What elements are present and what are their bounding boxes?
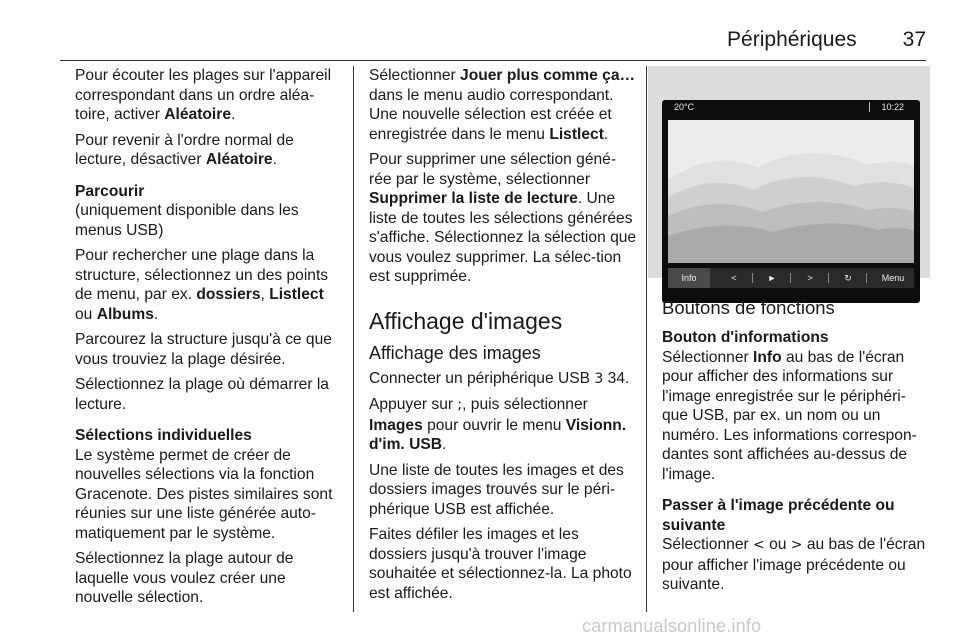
paragraph: Connecter un périphérique USB 3 34. <box>369 369 630 387</box>
previous-button[interactable]: < <box>731 273 737 283</box>
paragraph: Faites défiler les images et les dossiers jusqu'à trouver l'image souhaitée et sélectionnez-la. La photo est affichée. <box>369 526 632 602</box>
rotate-icon[interactable]: ↻ <box>844 273 852 283</box>
column-middle <box>369 66 637 609</box>
paragraph: Une liste de toutes les images et des dossiers images trouvés sur le péri-phérique USB est affichée. <box>369 461 624 518</box>
paragraph: Le système permet de créer de nouvelles sélections via la fonction Gracenote. Des pistes similaires sont réunies sur une liste générée auto-matiquement par le système. <box>75 446 333 542</box>
mountain-landscape-image <box>668 120 914 263</box>
paragraph: (uniquement disponible dans les menus USB) <box>75 202 299 239</box>
temperature-readout: 20°C <box>674 102 695 112</box>
section-heading: Sélections individuelles <box>75 427 252 444</box>
section-title: Affichage d'images <box>369 307 563 334</box>
menu-button[interactable]: Menu <box>881 273 905 283</box>
previous-icon: < <box>753 537 765 553</box>
paragraph: Pour rechercher une plage dans la structure, sélectionnez un des points de menu, par ex. dossiers, Listlect ou Albums. <box>75 247 329 323</box>
display-screen <box>662 100 920 303</box>
page-reference-icon: 3 <box>594 370 604 387</box>
clock-readout: 10:22 <box>881 102 904 112</box>
watermark: carmanualsonline.info <box>582 616 762 636</box>
play-button[interactable]: ► <box>767 273 777 283</box>
paragraph: Sélectionner Info au bas de l'écran pour afficher des informations sur l'image enregistrée sur le périphéri-que USB, par ex. un nom ou un numéro. Les informations correspon-dantes sont affichées au-dessus de l'image. <box>662 348 917 483</box>
header-rule <box>60 60 926 61</box>
paragraph: Pour supprimer une sélection géné-rée par le système, sélectionner Supprimer la liste de lecture. Une liste de toutes les sélections générées s'affiche. Sélectionnez la sélection que vous voulez supprimer. La sélec-tion est supprimée. <box>369 151 637 285</box>
status-divider <box>869 102 870 112</box>
section-heading: Bouton d'informations <box>662 329 829 346</box>
column-left <box>75 66 345 614</box>
home-icon: ; <box>457 397 463 413</box>
next-icon: > <box>790 537 803 553</box>
paragraph: Sélectionner Jouer plus comme ça… dans le menu audio correspondant. Une nouvelle sélection est créée et enregistrée dans le menu Listlect. <box>369 67 636 143</box>
picture-viewer <box>668 120 914 263</box>
section-heading: Passer à l'image précédente ou suivante <box>662 497 895 534</box>
column-divider <box>646 66 647 612</box>
paragraph: Pour revenir à l'ordre normal de lecture, désactiver Aléatoire. <box>75 131 294 168</box>
paragraph: Sélectionnez la plage autour de laquelle vous voulez créer une nouvelle sélection. <box>75 550 294 606</box>
paragraph: Pour écouter les plages sur l'appareil correspondant dans un ordre aléa-toire, activer Aléatoire. <box>75 67 332 123</box>
page-header <box>60 28 926 56</box>
page-title: Périphériques <box>727 28 857 51</box>
column-divider <box>353 66 354 612</box>
section-heading: Parcourir <box>75 182 145 200</box>
status-bar <box>662 100 920 114</box>
paragraph: Appuyer sur ;, puis sélectionner Images pour ouvrir le menu Visionn. d'im. USB. <box>369 396 627 453</box>
page-number: 37 <box>902 28 926 51</box>
screen-illustration <box>648 66 930 283</box>
paragraph: Sélectionnez la plage où démarrer la lecture. <box>75 376 329 413</box>
paragraph: Sélectionner < ou > au bas de l'écran pour afficher l'image précédente ou suivante. <box>662 536 926 593</box>
function-bar <box>668 268 914 288</box>
subsection-title: Affichage des images <box>369 342 541 363</box>
column-right <box>662 296 930 601</box>
next-button[interactable]: > <box>807 273 813 283</box>
paragraph: Parcourez la structure jusqu'à ce que vous trouviez la plage désirée. <box>75 331 332 368</box>
section-title: Boutons de fonctions <box>662 297 835 318</box>
info-button[interactable]: Info <box>668 268 710 288</box>
